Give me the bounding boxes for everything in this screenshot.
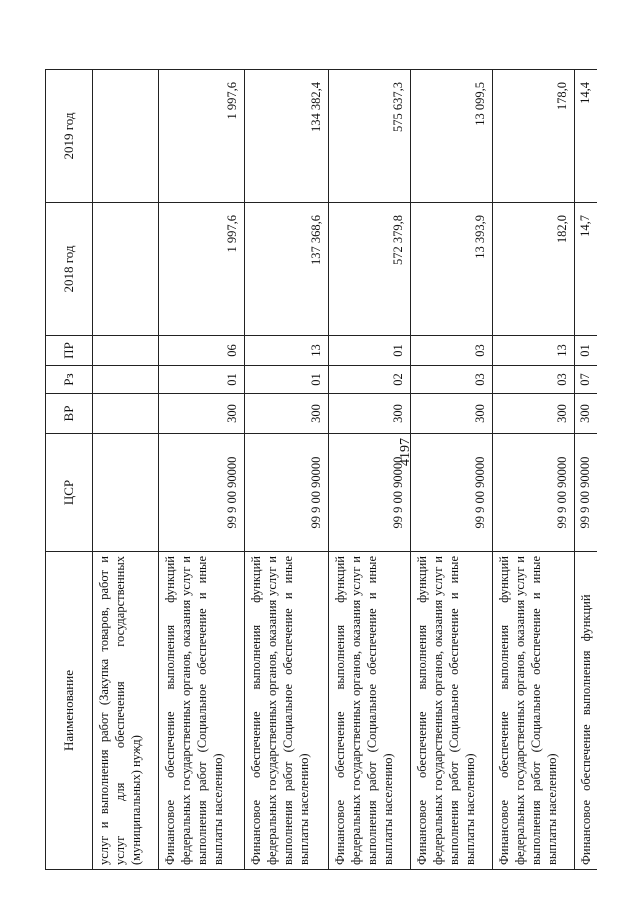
row-csr: 99 9 00 90000 (245, 434, 329, 552)
row-csr (93, 434, 159, 552)
row-name: Финансовое обеспечение выполнения функций федеральных государственных органов, оказания услуг и выполнения работ (Социальное обеспечение и иные выплаты населению) (245, 552, 329, 870)
row-vr: 300 (575, 394, 598, 434)
row-pr (93, 336, 159, 366)
row-rz: 03 (493, 366, 575, 394)
row-2019: 14,4 (575, 70, 598, 203)
row-2019: 575 637,3 (329, 70, 411, 203)
row-rz: 01 (159, 366, 245, 394)
row-2018: 13 393,9 (411, 203, 493, 336)
row-pr: 13 (245, 336, 329, 366)
header-csr: ЦСР (46, 434, 93, 552)
row-pr: 03 (411, 336, 493, 366)
row-2018: 14,7 (575, 203, 598, 336)
row-pr: 06 (159, 336, 245, 366)
row-2018: 182,0 (493, 203, 575, 336)
row-pr: 01 (575, 336, 598, 366)
row-name: Финансовое обеспечение выполнения функций федеральных государственных органов, оказания услуг и выполнения работ (Социальное обеспечение и иные выплаты населению) (411, 552, 493, 870)
row-csr: 99 9 00 90000 (411, 434, 493, 552)
table-row (411, 70, 493, 870)
table-header-row (46, 70, 93, 870)
row-2018: 137 368,6 (245, 203, 329, 336)
row-csr: 99 9 00 90000 (575, 434, 598, 552)
row-rz: 02 (329, 366, 411, 394)
header-name: Наименование (46, 552, 93, 870)
row-csr: 99 9 00 90000 (329, 434, 411, 552)
row-vr: 300 (411, 394, 493, 434)
table-row (575, 70, 598, 870)
row-2018: 572 379,8 (329, 203, 411, 336)
page-number: 4197 (398, 438, 413, 466)
row-csr: 99 9 00 90000 (493, 434, 575, 552)
row-2018: 1 997,6 (159, 203, 245, 336)
header-vr: ВР (46, 394, 93, 434)
header-rz: Рз (46, 366, 93, 394)
row-2019: 134 382,4 (245, 70, 329, 203)
row-vr: 300 (329, 394, 411, 434)
row-rz: 03 (411, 366, 493, 394)
row-name: Финансовое обеспечение выполнения функций (575, 552, 598, 870)
row-2019: 1 997,6 (159, 70, 245, 203)
row-2018 (93, 203, 159, 336)
row-vr (93, 394, 159, 434)
header-2019: 2019 год (46, 70, 93, 203)
header-2018: 2018 год (46, 203, 93, 336)
table-row (93, 70, 159, 870)
rotated-table-container (45, 70, 593, 870)
row-2019: 178,0 (493, 70, 575, 203)
row-rz (93, 366, 159, 394)
table-row (329, 70, 411, 870)
table-row (245, 70, 329, 870)
row-rz: 07 (575, 366, 598, 394)
row-pr: 13 (493, 336, 575, 366)
row-name: Финансовое обеспечение выполнения функций федеральных государственных органов, оказания услуг и выполнения работ (Социальное обеспечение и иные выплаты населению) (329, 552, 411, 870)
row-vr: 300 (245, 394, 329, 434)
row-2019: 13 099,5 (411, 70, 493, 203)
budget-table (45, 69, 597, 870)
table-row (159, 70, 245, 870)
row-name: Финансовое обеспечение выполнения функций федеральных государственных органов, оказания услуг и выполнения работ (Социальное обеспечение и иные выплаты населению) (493, 552, 575, 870)
row-rz: 01 (245, 366, 329, 394)
header-pr: ПР (46, 336, 93, 366)
row-name: услуг и выполнения работ (Закупка товаров, работ и услуг для обеспечения государственных (муниципальных) нужд) (93, 552, 159, 870)
row-vr: 300 (159, 394, 245, 434)
row-csr: 99 9 00 90000 (159, 434, 245, 552)
row-pr: 01 (329, 336, 411, 366)
row-2019 (93, 70, 159, 203)
row-vr: 300 (493, 394, 575, 434)
row-name: Финансовое обеспечение выполнения функций федеральных государственных органов, оказания услуг и выполнения работ (Социальное обеспечение и иные выплаты населению) (159, 552, 245, 870)
table-row (493, 70, 575, 870)
